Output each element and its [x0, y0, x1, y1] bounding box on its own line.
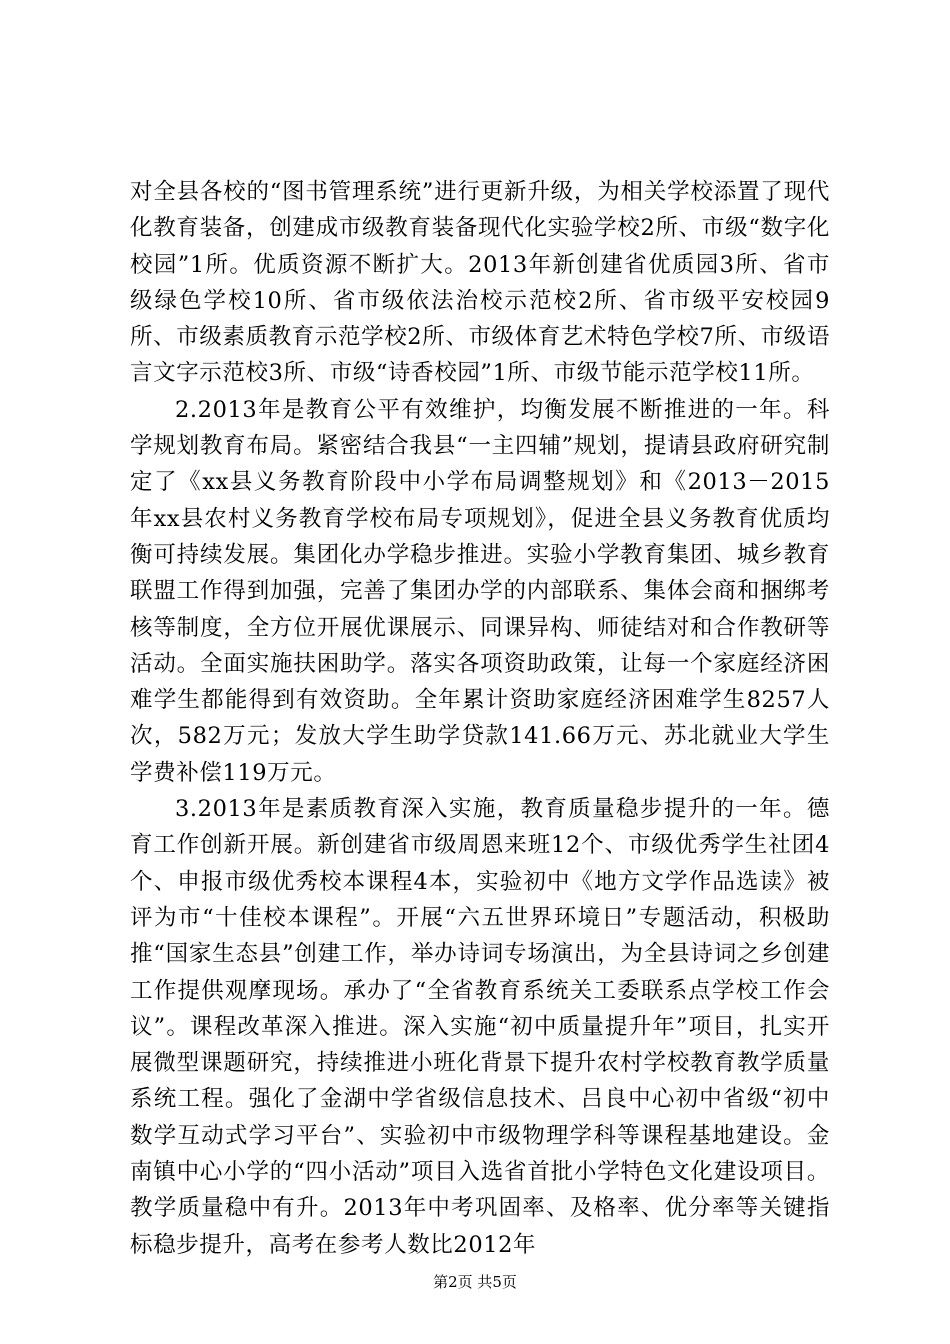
paragraph-continuation: 对全县各校的“图书管理系统”进行更新升级，为相关学校添置了现代化教育装备，创建成市级教育装备现代化实验学校2所、市级“数字化校园”1所。优质资源不断扩大。2013年新创建省优质园3所、省市级绿色学校10所、省市级依法治校示范校2所、省市级平安校园9所、市级素质教育示范学校2所、市级体育艺术特色学校7所、市级语言文字示范校3所、市级“诗香校园”1所、市级节能示范学校11所。 — [130, 179, 830, 387]
page-number-footer: 第2页 共5页 — [433, 1273, 517, 1291]
body-text — [130, 174, 830, 1263]
paragraph-section-2: 2.2013年是教育公平有效维护，均衡发展不断推进的一年。科学规划教育布局。紧密结合我县“一主四辅”规划，提请县政府研究制定了《xx县义务教育阶段中小学布局调整规划》和《2013－2015年xx县农村义务教育学校布局专项规划》，促进全县义务教育优质均衡可持续发展。集团化办学稳步推进。实验小学教育集团、城乡教育联盟工作得到加强，完善了集团办学的内部联系、集体会商和捆绑考核等制度，全方位开展优课展示、同课异构、师徒结对和合作教研等活动。全面实施扶困助学。落实各项资助政策，让每一个家庭经济困难学生都能得到有效资助。全年累计资助家庭经济困难学生8257人次，582万元；发放大学生助学贷款141.66万元、苏北就业大学生学费补偿119万元。 — [130, 396, 830, 786]
paragraph-section-3: 3.2013年是素质教育深入实施，教育质量稳步提升的一年。德育工作创新开展。新创建省市级周恩来班12个、市级优秀学生社团4个、申报市级优秀校本课程4本，实验初中《地方文学作品选读》被评为市“十佳校本课程”。开展“六五世界环境日”专题活动，积极助推“国家生态县”创建工作，举办诗词专场演出，为全县诗词之乡创建工作提供观摩现场。承办了“全省教育系统关工委联系点学校工作会议”。课程改革深入推进。深入实施“初中质量提升年”项目，扎实开展微型课题研究，持续推进小班化背景下提升农村学校教育教学质量系统工程。强化了金湖中学省级信息技术、吕良中心初中省级“初中数学互动式学习平台”、实验初中市级物理学科等课程基地建设。金南镇中心小学的“四小活动”项目入选省首批小学特色文化建设项目。教学质量稳中有升。2013年中考巩固率、及格率、优分率等关键指标稳步提升，高考在参考人数比2012年 — [130, 796, 830, 1258]
